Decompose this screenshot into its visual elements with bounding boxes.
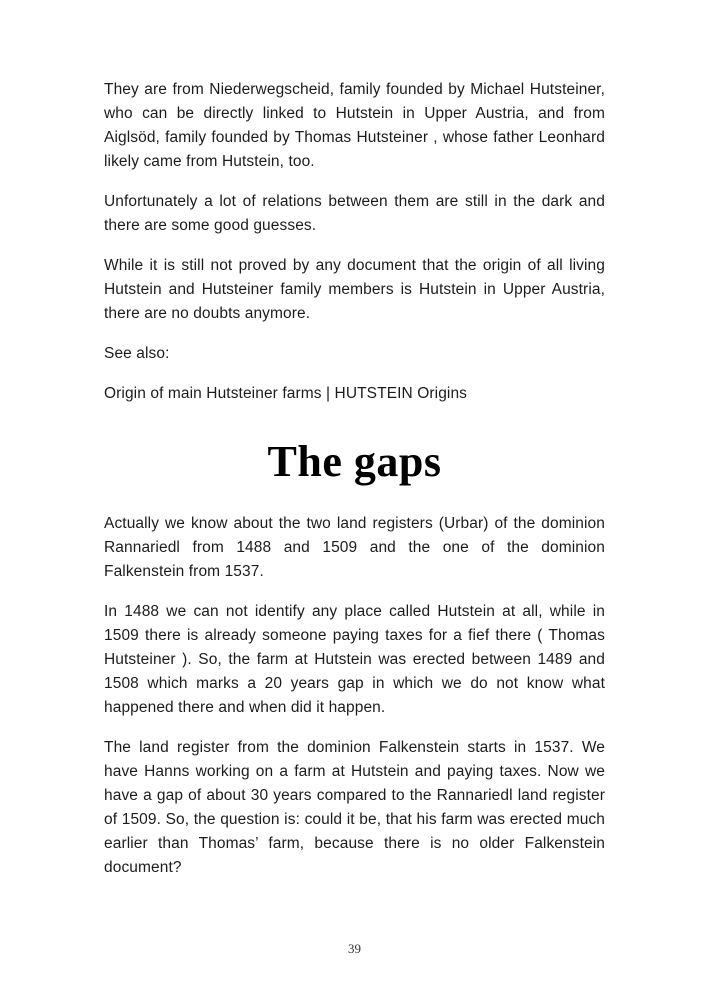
reference-link: Origin of main Hutsteiner farms | HUTSTEIN Origins bbox=[104, 385, 468, 402]
page-number: 39 bbox=[348, 941, 361, 956]
see-also-label: See also: bbox=[104, 345, 170, 362]
page-footer bbox=[0, 940, 709, 958]
paragraph-relations-unknown: Unfortunately a lot of relations between them are still in the dark and there are some good guesses. bbox=[104, 193, 605, 234]
paragraph-origin-not-proved: While it is still not proved by any document that the origin of all living Hutstein and Hutsteiner family members is Hutstein in Upper Austria, there are no doubts anymore. bbox=[104, 257, 605, 322]
paragraph-land-registers: Actually we know about the two land registers (Urbar) of the dominion Rannariedl from 1488 and 1509 and the one of the dominion Falkenstein from 1537. bbox=[104, 515, 605, 580]
paragraph-falkenstein-1537: The land register from the dominion Falkenstein starts in 1537. We have Hanns working on a farm at Hutstein and paying taxes. Now we have a gap of about 30 years compared to the Rannariedl land register of 1509. So, the question is: could it be, that his farm was erected much earlier than Thomas’ farm, because there is no older Falkenstein document? bbox=[104, 739, 605, 876]
section-heading-the-gaps: The gaps bbox=[267, 437, 442, 486]
paragraph-1488-1509-gap: In 1488 we can not identify any place called Hutstein at all, while in 1509 there is already someone paying taxes for a fief there ( Thomas Hutsteiner ). So, the farm at Hutstein was erected between 1489 and 1508 which marks a 20 years gap in which we do not know what happened there and when did it happen. bbox=[104, 603, 605, 716]
paragraph-origins-families: They are from Niederwegscheid, family founded by Michael Hutsteiner, who can be directly linked to Hutstein in Upper Austria, and from Aiglsöd, family founded by Thomas Hutsteiner , whose father Leonhard likely came from Hutstein, too. bbox=[104, 81, 605, 170]
